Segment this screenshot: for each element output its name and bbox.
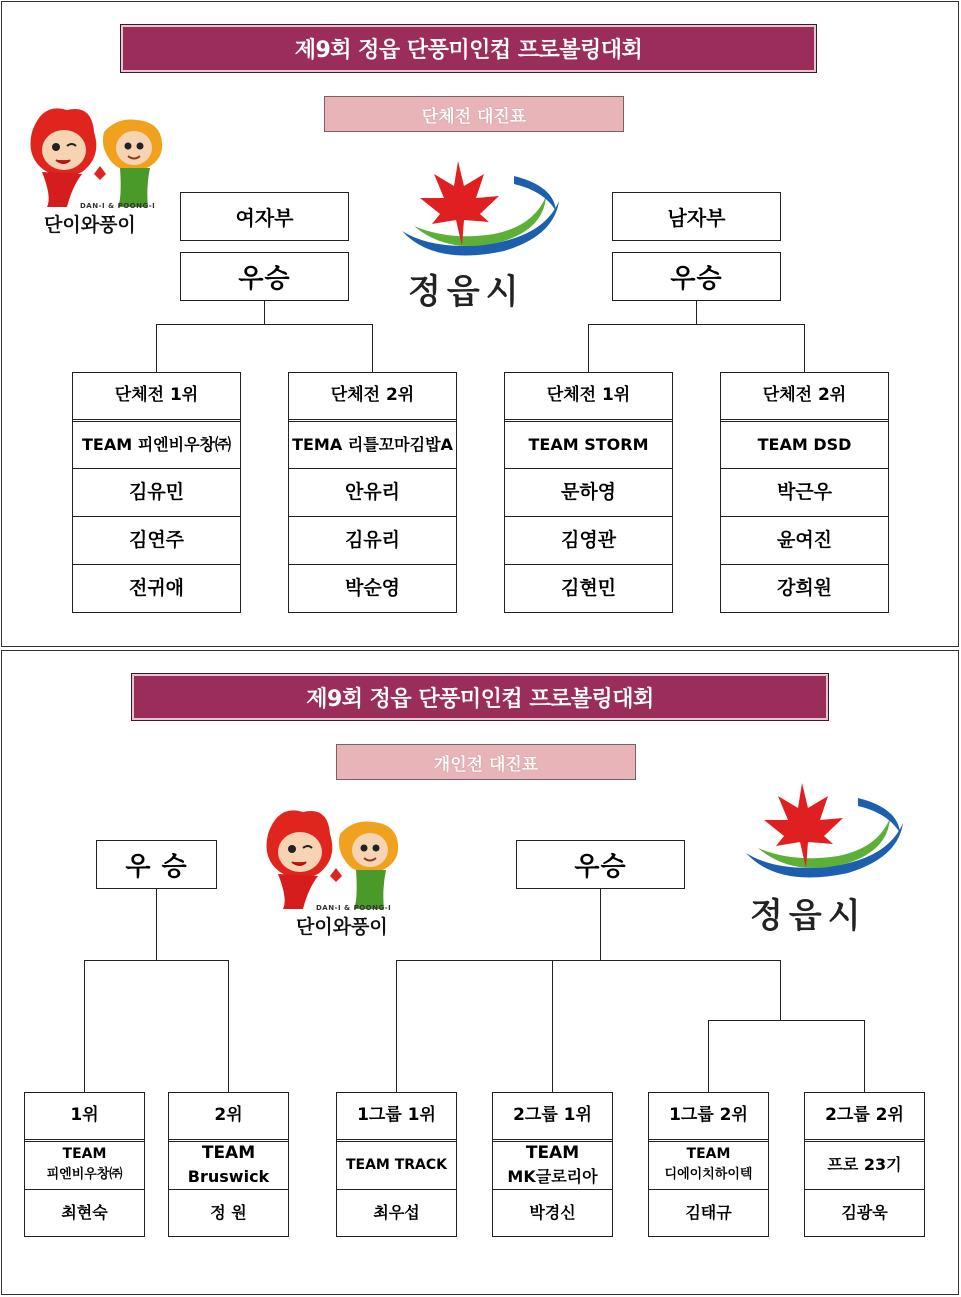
bracket-line (156, 324, 157, 372)
women-division-box: 여자부 (180, 192, 349, 241)
mascot-name: 단이와풍이 (296, 916, 388, 938)
entry-team-line1: TEAM (62, 1145, 107, 1162)
bracket-line (372, 324, 373, 372)
entry-player: 최현숙 (61, 1203, 108, 1223)
team-name: TEAM 피엔비우창㈜ (82, 434, 231, 454)
city-logo (394, 156, 564, 312)
player-name: 김유민 (128, 480, 185, 503)
team-name: TEMA 리틀꼬마김밥A (292, 434, 453, 454)
maple-leaf-icon (394, 156, 564, 266)
entry-team-line1: TEAM (525, 1143, 580, 1164)
mascot-romaji: DAN-I & POONG-I (80, 202, 156, 210)
entry-card-4 (492, 1092, 613, 1237)
bracket-line (552, 960, 553, 1092)
bracket-line (396, 960, 781, 961)
player-name: 박순영 (344, 577, 401, 600)
mascot-name: 단이와풍이 (44, 214, 136, 236)
mascot-icon (22, 102, 172, 212)
team-name: TEAM DSD (757, 434, 852, 454)
player-name: 문하영 (560, 480, 617, 503)
city-name: 정읍시 (408, 272, 525, 312)
team-rank: 단체전 1위 (114, 385, 199, 406)
individual-bracket-subtitle: 개인전 대진표 (336, 744, 636, 780)
bracket-line (84, 960, 85, 1092)
team-rank: 단체전 2위 (330, 385, 415, 406)
player-name: 강희원 (776, 577, 833, 600)
player-name: 박근우 (776, 480, 833, 503)
bracket-line (708, 1020, 709, 1092)
bracket-line (780, 960, 781, 1020)
bracket-line (708, 1020, 865, 1021)
entry-card-2 (168, 1092, 289, 1237)
women-winner-box: 우승 (180, 252, 349, 301)
men-winner-box: 우승 (612, 252, 781, 301)
entry-player: 김태규 (685, 1203, 732, 1223)
entry-rank: 1그룹 2위 (669, 1105, 748, 1126)
bracket-line (396, 960, 397, 1092)
mascot-logo (22, 102, 172, 237)
player-name: 전귀애 (128, 577, 185, 600)
entry-card-1 (24, 1092, 145, 1237)
team-name: TEAM STORM (528, 434, 649, 454)
team-rank: 단체전 2위 (762, 385, 847, 406)
entry-card-5 (648, 1092, 769, 1237)
entry-rank: 2그룹 2위 (825, 1105, 904, 1126)
team-card-women-2 (288, 372, 457, 613)
team-bracket-title: 제9회 정읍 단풍미인컵 프로볼링대회 (120, 24, 817, 73)
player-name: 김유리 (344, 528, 401, 551)
team-rank: 단체전 1위 (546, 385, 631, 406)
entry-team-line1: TEAM TRACK (345, 1157, 448, 1174)
entry-player: 박경신 (529, 1203, 576, 1223)
bracket-line (588, 324, 805, 325)
entry-team-line1: 프로 23기 (827, 1155, 902, 1175)
player-name: 안유리 (344, 480, 401, 503)
bracket-line (264, 301, 265, 324)
bracket-line (864, 1020, 865, 1092)
team-card-women-1 (72, 372, 241, 613)
entry-rank: 2그룹 1위 (513, 1105, 592, 1126)
bracket-line (228, 960, 229, 1092)
right-winner-box: 우승 (516, 840, 685, 889)
entry-rank: 1그룹 1위 (357, 1105, 436, 1126)
individual-bracket-title: 제9회 정읍 단풍미인컵 프로볼링대회 (131, 673, 829, 721)
entry-team-line2: 디에이치하이텍 (664, 1166, 753, 1182)
player-name: 김영관 (560, 528, 617, 551)
entry-team-line1: TEAM (201, 1143, 256, 1164)
entry-rank: 2위 (214, 1105, 243, 1126)
entry-team-line2: MK글로리아 (507, 1166, 598, 1186)
entry-rank: 1위 (70, 1105, 99, 1126)
men-division-box: 남자부 (612, 192, 781, 241)
entry-team-line1: TEAM (686, 1145, 731, 1162)
bracket-line (156, 324, 373, 325)
player-name: 윤여진 (776, 528, 833, 551)
bracket-line (600, 889, 601, 961)
maple-leaf-icon (738, 778, 908, 888)
player-name: 김현민 (560, 577, 617, 600)
city-logo (738, 778, 908, 936)
mascot-romaji: DAN-I & POONG-I (316, 904, 392, 912)
bracket-line (588, 324, 589, 372)
entry-player: 김광욱 (841, 1203, 888, 1223)
city-name: 정읍시 (750, 896, 867, 936)
mascot-logo (258, 804, 408, 939)
player-name: 김연주 (128, 528, 185, 551)
team-card-men-2 (720, 372, 889, 613)
entry-team-line2: Bruswick (187, 1166, 270, 1186)
bracket-line (696, 301, 697, 324)
mascot-icon (258, 804, 408, 914)
bracket-line (156, 889, 157, 961)
entry-player: 정 원 (210, 1203, 247, 1223)
entry-player: 최우섭 (373, 1203, 420, 1223)
entry-card-3 (336, 1092, 457, 1237)
team-bracket-subtitle: 단체전 대진표 (324, 96, 624, 132)
bracket-line (804, 324, 805, 372)
left-winner-box: 우 승 (96, 840, 217, 889)
bracket-line (84, 960, 229, 961)
team-card-men-1 (504, 372, 673, 613)
entry-card-6 (804, 1092, 925, 1237)
entry-team-line2: 피엔비우창㈜ (46, 1166, 123, 1182)
